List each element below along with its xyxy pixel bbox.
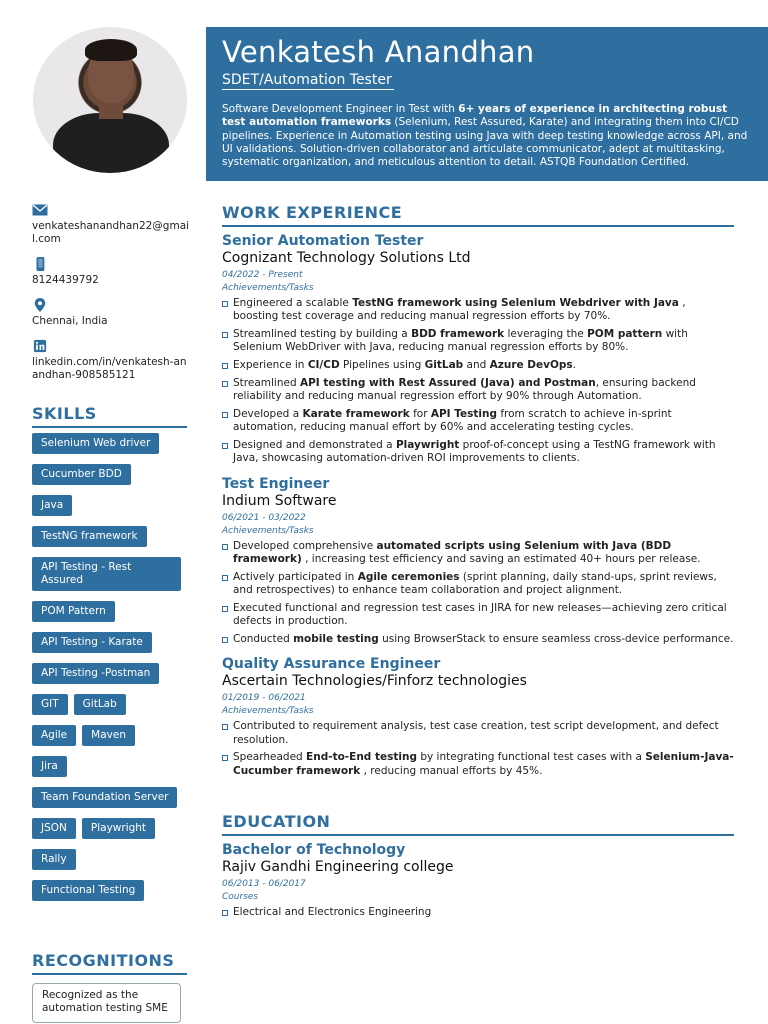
header-band [206, 27, 768, 181]
degree-title: Bachelor of Technology [222, 842, 406, 859]
skill-chip: Rally [32, 849, 76, 870]
list-item: Spearheaded End-to-End testing by integrating functional test cases with a Selenium-Java-Cucumber framework , reducing manual efforts by 45%. [222, 751, 734, 778]
main-column [222, 203, 734, 924]
school-name: Rajiv Gandhi Engineering college [222, 859, 454, 876]
job-entry [222, 476, 734, 647]
contact-location [32, 298, 192, 328]
skills-heading: SKILLS [32, 404, 187, 428]
location-text: Chennai, India [32, 315, 108, 327]
list-item: Streamlined testing by building a BDD framework leveraging the POM pattern with Selenium WebDriver with Java, reducing manual regression efforts by 80%. [222, 328, 734, 355]
phone-icon [32, 257, 48, 271]
skill-chip: Cucumber BDD [32, 464, 131, 485]
email-icon [32, 203, 48, 217]
list-item: Engineered a scalable TestNG framework using Selenium Webdriver with Java , boosting test coverage and reducing manual regression efforts by 70%. [222, 297, 734, 324]
linkedin-text[interactable]: linkedin.com/in/venkatesh-anandhan-908585121 [32, 356, 187, 381]
list-item: Actively participated in Agile ceremonies (sprint planning, daily stand-ups, sprint reviews, and retrospectives) to enhance team collaboration and project alignment. [222, 571, 734, 598]
skill-chip: Selenium Web driver [32, 433, 159, 454]
list-item: Streamlined API testing with Rest Assured (Java) and Postman, ensuring backend reliability and reducing manual regression effort by 90% through Automation. [222, 377, 734, 404]
skill-chip: Maven [82, 725, 135, 746]
list-item: Developed a Karate framework for API Testing from scratch to achieve in-sprint automation, reducing manual effort by 60% and accelerating testing cycles. [222, 408, 734, 435]
skill-chip: POM Pattern [32, 601, 115, 622]
achievements-label: Achievements/Tasks [222, 706, 314, 717]
skill-chip: Java [32, 495, 72, 516]
education-dates: 06/2013 - 06/2017 [222, 879, 306, 890]
phone-text[interactable]: 8124439792 [32, 274, 99, 286]
job-dates: 01/2019 - 06/2021 [222, 693, 306, 704]
list-item: Designed and demonstrated a Playwright proof-of-concept using a TestNG framework with Java, showcasing automation-driven ROI improvements to clients. [222, 439, 734, 466]
job-title: Senior Automation Tester [222, 233, 424, 249]
skill-chip: Team Foundation Server [32, 787, 177, 808]
company-name: Ascertain Technologies/Finforz technologies [222, 673, 527, 690]
job-dates: 04/2022 - Present [222, 270, 303, 280]
skills-list [32, 433, 192, 911]
skill-chip: Functional Testing [32, 880, 144, 901]
list-item: Developed comprehensive automated scripts using Selenium with Java (BDD framework) , increasing test efficiency and saving an estimated 40+ hours per release. [222, 540, 734, 567]
skill-chip: GIT [32, 694, 68, 715]
company-name: Indium Software [222, 492, 337, 509]
candidate-name: Venkatesh Anandhan [222, 35, 535, 69]
profile-summary: Software Development Engineer in Test with 6+ years of experience in architecting robust test automation frameworks (Selenium, Rest Assured, Karate) and integrating them into CI/CD pipelines. Experience in Automation testing using Java with deep testing knowledge across API, and UI validations. Solution-driven collaborator and articulate communicator, adept at multitasking, systematic organization, and meticulous attention to detail. ASTQB Foundation Certified. [222, 103, 748, 169]
list-item: Contributed to requirement analysis, test case creation, test script development, and defect resolution. [222, 720, 734, 747]
job-title: Test Engineer [222, 475, 330, 492]
achievement-list [222, 297, 734, 466]
job-entry [222, 656, 734, 778]
contact-phone [32, 257, 192, 287]
skill-chip: Agile [32, 725, 76, 746]
skill-chip: GitLab [74, 694, 126, 715]
skill-chip: Jira [32, 756, 67, 777]
skill-chip: API Testing - Rest Assured [32, 557, 181, 591]
achievements-label: Achievements/Tasks [222, 283, 314, 293]
list-item: Executed functional and regression test cases in JIRA for new releases—achieving zero critical defects in production. [222, 602, 734, 629]
sidebar [0, 0, 206, 1024]
skill-chip: Playwright [82, 818, 155, 839]
achievement-list [222, 540, 734, 647]
skill-chip: JSON [32, 818, 76, 839]
list-item: Experience in CI/CD Pipelines using GitLab and Azure DevOps. [222, 359, 734, 372]
skill-chip: API Testing - Karate [32, 632, 152, 653]
job-title: Quality Assurance Engineer [222, 656, 441, 673]
profile-photo [33, 27, 187, 173]
list-item: Electrical and Electronics Engineering [222, 906, 734, 919]
company-name: Cognizant Technology Solutions Ltd [222, 250, 471, 266]
recognition-item: Recognized as the automation testing SME [32, 983, 181, 1023]
candidate-role: SDET/Automation Tester [222, 72, 392, 88]
linkedin-icon [32, 339, 48, 353]
education-heading: EDUCATION [222, 812, 734, 836]
courses-list [222, 906, 734, 919]
achievements-label: Achievements/Tasks [222, 525, 314, 536]
education-entry [222, 842, 734, 919]
contact-linkedin [32, 339, 192, 382]
skill-chip: API Testing -Postman [32, 663, 159, 684]
work-experience-heading: WORK EXPERIENCE [222, 203, 734, 227]
list-item: Conducted mobile testing using BrowserStack to ensure seamless cross-device performance. [222, 633, 734, 646]
job-dates: 06/2021 - 03/2022 [222, 512, 306, 523]
courses-label: Courses [222, 892, 259, 903]
location-icon [32, 298, 48, 312]
job-entry [222, 233, 734, 466]
contact-email [32, 203, 192, 246]
skill-chip: TestNG framework [32, 526, 147, 547]
email-text[interactable]: venkateshanandhan22@gmail.com [32, 220, 190, 245]
achievement-list [222, 720, 734, 778]
recognitions-heading: RECOGNITIONS [32, 951, 187, 975]
